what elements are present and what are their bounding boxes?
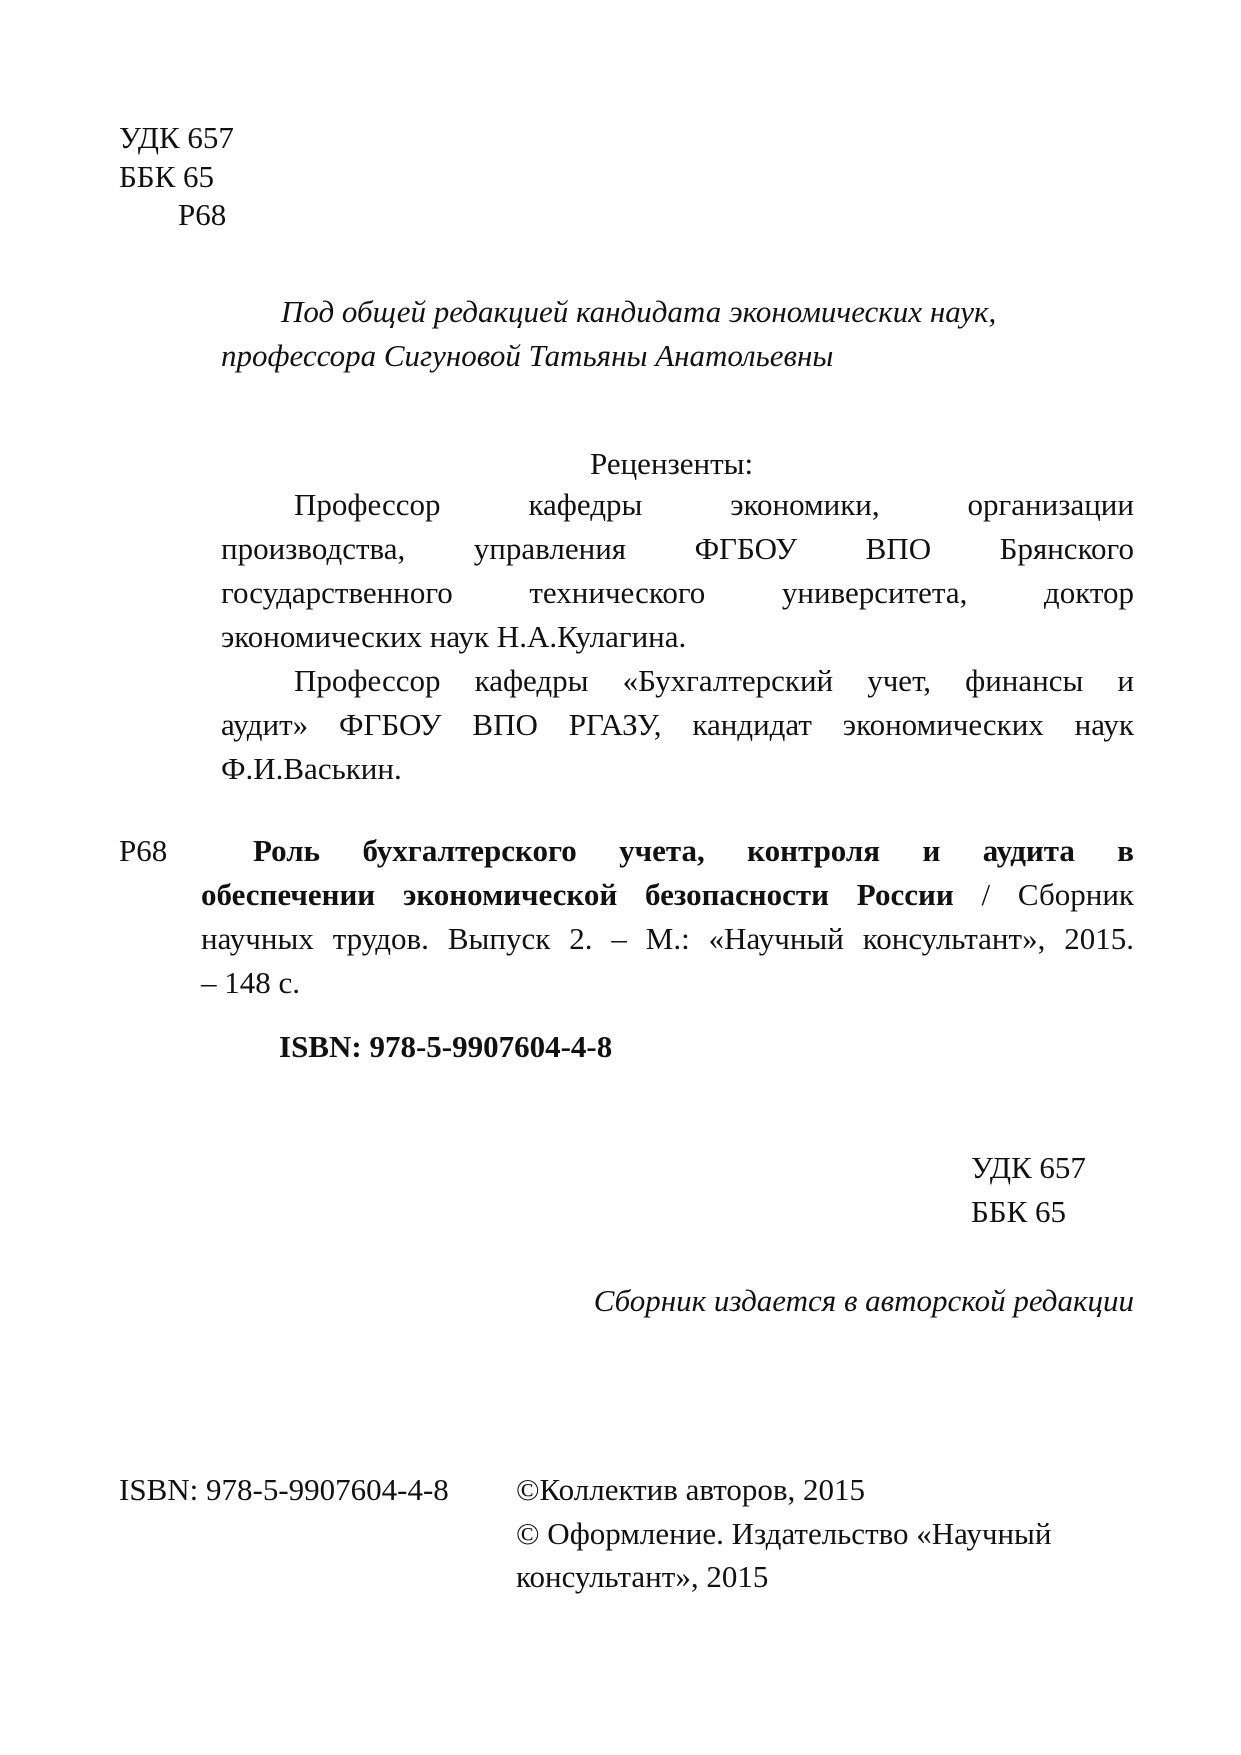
bbk-code-bottom: ББК 65 — [971, 1194, 1067, 1229]
bibliography-title-line-2 — [201, 873, 1134, 917]
reviewer-2-line: аудит» ФГБОУ ВПО РГАЗУ, кандидат экономических наук — [221, 707, 1134, 742]
bibliography-title-bold: обеспечении экономической безопасности России — [201, 877, 954, 912]
copyright-line-3: консультант», 2015 — [516, 1559, 769, 1594]
author-mark-top: Р68 — [178, 197, 227, 232]
copyright-line-2: © Оформление. Издательство «Научный — [516, 1516, 1052, 1551]
reviewer-1-line: экономических наук Н.А.Кулагина. — [221, 619, 687, 654]
bibliography-collection-label: / Сборник — [953, 877, 1134, 912]
reviewer-2-line: Ф.И.Васькин. — [221, 751, 402, 786]
bibliography-code: Р68 — [119, 833, 168, 868]
udk-code-top: УДК 657 — [119, 120, 234, 155]
copyright-line-1: ©Коллектив авторов, 2015 — [516, 1472, 866, 1507]
reviewer-1-paragraph — [221, 483, 1134, 659]
reviewer-2-line: Профессор кафедры «Бухгалтерский учет, финансы и — [294, 663, 1134, 698]
author-edition-note: Сборник издается в авторской редакции — [593, 1283, 1134, 1318]
reviewer-1-line: государственного технического университета, доктор — [221, 575, 1134, 610]
bibliography-pages-line: – 148 с. — [201, 965, 301, 1000]
reviewer-1-line: производства, управления ФГБОУ ВПО Брянского — [221, 531, 1134, 566]
isbn-footer: ISBN: 978-5-9907604-4-8 — [119, 1472, 449, 1507]
reviewer-1-line: Профессор кафедры экономики, организации — [294, 487, 1134, 522]
bibliography-publisher-line: научных трудов. Выпуск 2. – М.: «Научный консультант», 2015. — [201, 921, 1134, 956]
bibliography-title-line-1: Роль бухгалтерского учета, контроля и аудита в — [253, 833, 1134, 868]
isbn-bold: ISBN: 978-5-9907604-4-8 — [279, 1029, 613, 1064]
reviewers-heading: Рецензенты: — [590, 446, 754, 481]
udk-code-bottom: УДК 657 — [971, 1150, 1086, 1185]
reviewer-2-paragraph — [221, 659, 1134, 791]
editor-line-1: Под общей редакцией кандидата экономических наук, — [281, 294, 997, 329]
bibliography-entry — [201, 829, 1134, 1005]
editor-line-2: профессора Сигуновой Татьяны Анатольевны — [221, 338, 834, 373]
bbk-code-top: ББК 65 — [119, 159, 215, 194]
